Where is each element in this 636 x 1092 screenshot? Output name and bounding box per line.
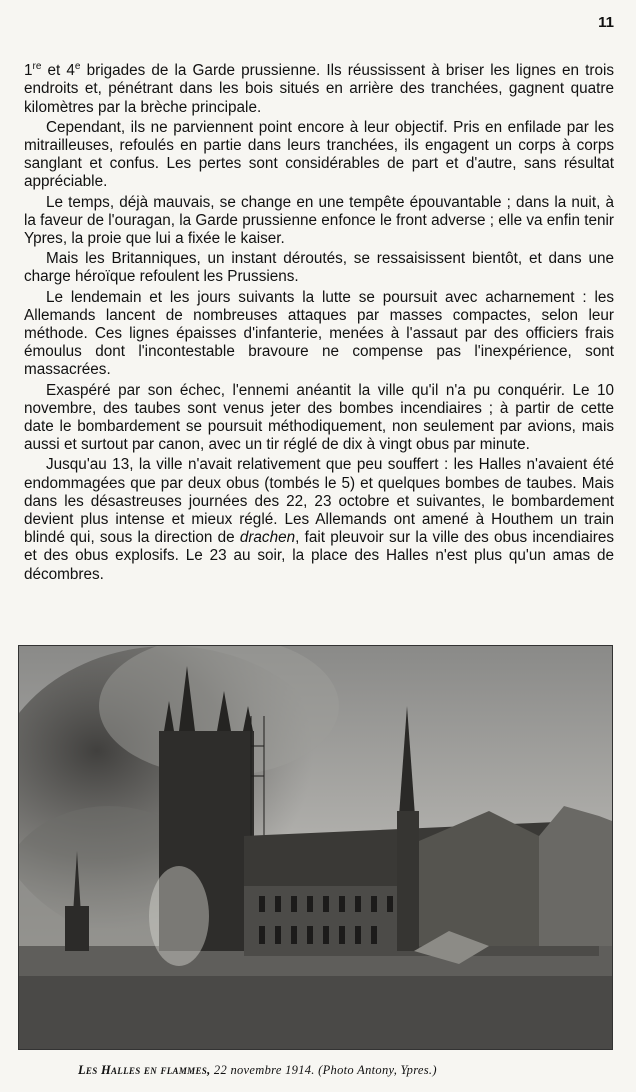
text-run: Jusqu'au 13, la ville n'avait relativement que peu souffert : les Halles n'avaient été endommagées que par deux obus (tombés le 5) et quelques bombes de taubes. Mais dans les désastreuses journées des 22, 23 octobre et suivantes, le bombardement devient plus intense et mieux réglé. Les Allemands ont amené à Houthem un train blindé qui, sous la direction de	[24, 456, 614, 547]
caption-date: 22 novembre 1914.	[210, 1063, 319, 1077]
paragraph-7	[24, 456, 614, 583]
paragraph-4: Mais les Britanniques, un instant déroutés, se ressaisissent bientôt, et dans une charge héroïque refoulent les Prussiens.	[24, 250, 614, 286]
paragraph-3: Le temps, déjà mauvais, se change en une tempête épouvantable ; dans la nuit, à la faveur de l'ouragan, la Garde prussienne enfonce le front adverse ; elle va enfin tenir Ypres, la proie que lui a fixée le kaiser.	[24, 193, 614, 247]
text-run: , fait pleuvoir sur la ville des obus incendiaires et des obus explosifs. Le 23 au soir, la place des Halles n'est plus qu'un amas de décombres.	[24, 529, 615, 583]
photo-halles-in-flames	[18, 645, 613, 1050]
paragraph-1	[24, 58, 614, 117]
superscript: re	[32, 61, 42, 72]
paragraph-5: Le lendemain et les jours suivants la lutte se poursuit avec acharnement : les Allemands lancent de nombreuses attaques par masses compactes, selon leur méthode. Ces lignes épaisses d'infanterie, menées à l'assaut par des officiers frais émoulus dont l'incontestable bravoure ne compense pas l'inexpérience, sont massacrées.	[24, 288, 614, 379]
text-run: 1	[24, 62, 33, 80]
paragraph-2: Cependant, ils ne parviennent point encore à leur objectif. Pris en enfilade par les mitrailleuses, refoulés en partie dans leurs tranchées, ils engagent un corps à corps sanglant et confus. Les pertes sont considérables de part et d'autre, sans résultat appréciable.	[24, 118, 614, 191]
caption-credit: (Photo Antony, Ypres.)	[318, 1063, 437, 1077]
text-run: et 4	[41, 62, 75, 80]
caption-title: Les Halles en flammes,	[78, 1063, 211, 1077]
page-number: 11	[598, 14, 614, 31]
body-text	[24, 58, 614, 586]
figure-caption	[78, 1063, 598, 1078]
photo-illustration	[19, 646, 612, 1049]
text-run: brigades de la Garde prussienne. Ils réussissent à briser les lignes en trois endroits et, pénétrant dans les bois situés en arrière des tranchées, gagnent quatre kilomètres par la brèche principale.	[24, 62, 614, 116]
paragraph-6: Exaspéré par son échec, l'ennemi anéantit la ville qu'il n'a pu conquérir. Le 10 novembre, des taubes sont venus jeter des bombes incendiaires ; à partir de cette date le bombardement se poursuit méthodiquement, non seulement par avions, mais aussi et surtout par canon, avec un tir réglé de dix à vingt obus par minute.	[24, 381, 614, 454]
emphasis: drachen	[239, 529, 296, 547]
superscript: e	[74, 61, 81, 72]
